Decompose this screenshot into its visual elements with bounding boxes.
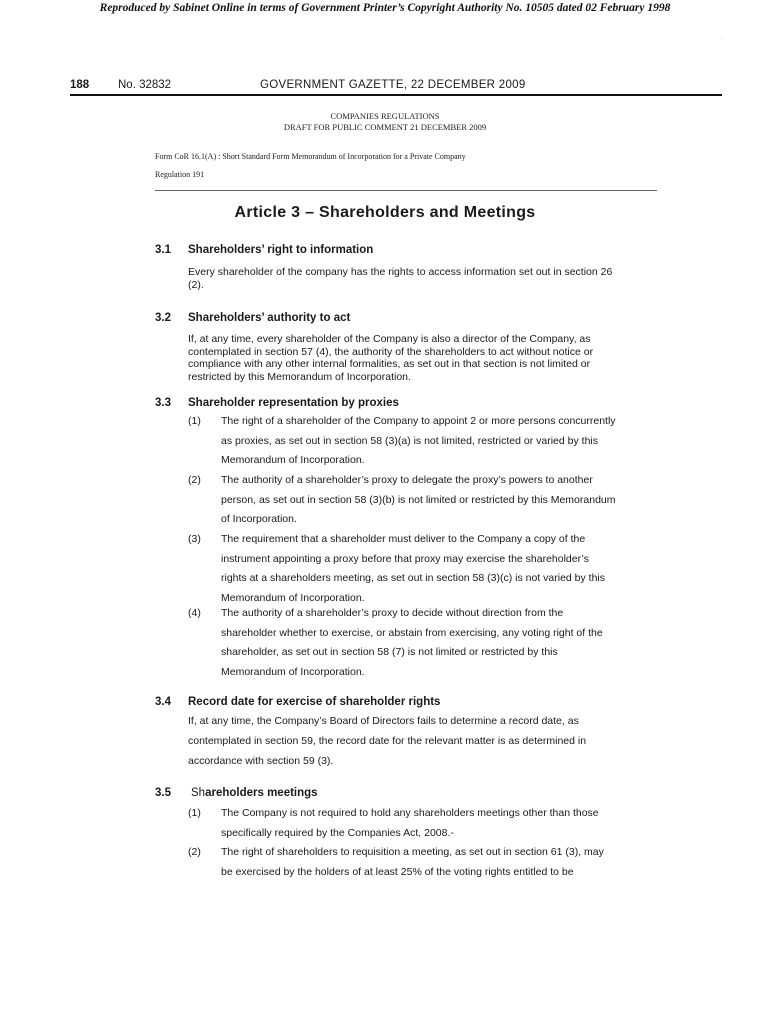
article-title: Article 3 – Shareholders and Meetings <box>234 204 536 221</box>
item-number: (4) <box>188 607 201 619</box>
item-text <box>221 471 659 530</box>
text-line: restricted by this Memorandum of Incorporation. <box>188 370 411 383</box>
item-number: (3) <box>188 533 201 545</box>
section-heading: Shareholders’ right to information <box>188 244 374 256</box>
item-text <box>221 412 659 471</box>
item-text <box>221 604 659 683</box>
section-heading: Shareholder representation by proxies <box>188 397 399 409</box>
text-line: The authority of a shareholder’s proxy to decide without direction from the <box>221 607 564 619</box>
text-line: The requirement that a shareholder must deliver to the Company a copy of the <box>221 533 586 545</box>
section-number: 3.3 <box>155 397 171 409</box>
text-line: The right of a shareholder of the Company to appoint 2 or more persons concurrently <box>221 415 616 427</box>
text-line: accordance with section 59 (3). <box>188 755 334 767</box>
text-line: contemplated in section 59, the record date for the relevant matter is as determined in <box>188 735 587 747</box>
text-line: specifically required by the Companies Act, 2008.- <box>221 826 454 839</box>
section-heading: Record date for exercise of shareholder rights <box>188 696 441 708</box>
text-line: If, at any time, the Company’s Board of Directors fails to determine a record date, as <box>188 715 579 727</box>
divider <box>155 190 657 191</box>
item-number: (2) <box>188 846 201 858</box>
item-number: (1) <box>188 807 201 819</box>
text-line: of Incorporation. <box>221 513 297 526</box>
form-reference: Form CoR 16.1(A) : Short Standard Form Memorandum of Incorporation for a Private Company <box>155 152 466 161</box>
text-line: If, at any time, every shareholder of the Company is also a director of the Company, as <box>188 333 591 345</box>
gazette-header <box>70 79 722 93</box>
text-line: The right of shareholders to requisition a meeting, as set out in section 61 (3), may <box>221 846 604 858</box>
text-line: Memorandum of Incorporation. <box>221 666 365 679</box>
item-text <box>221 804 659 843</box>
gazette-title: GOVERNMENT GAZETTE, 22 DECEMBER 2009 <box>260 79 526 91</box>
text-line: Memorandum of Incorporation. <box>221 592 365 605</box>
heading-rest: areholders meetings <box>205 787 318 799</box>
heading-prefix: Sh <box>191 787 206 799</box>
text-line: instrument appointing a proxy before that proxy may exercise the shareholder’s <box>221 552 589 565</box>
section-body <box>188 333 663 383</box>
item-text <box>221 530 659 609</box>
regulation-reference: Regulation 191 <box>155 170 205 179</box>
item-number: (2) <box>188 474 201 486</box>
section-heading: Shareholders’ authority to act <box>188 312 351 324</box>
text-line: (2). <box>188 278 204 291</box>
text-line: contemplated in section 57 (4), the authority of the shareholders to act without notice or <box>188 345 594 358</box>
text-line: Every shareholder of the company has the rights to access information set out in section 26 <box>188 266 613 278</box>
text-line: Memorandum of Incorporation. <box>221 454 365 467</box>
text-line: shareholder whether to exercise, or abstain from exercising, any voting right of the <box>221 626 603 639</box>
text-line: The Company is not required to hold any shareholders meetings other than those <box>221 807 599 819</box>
section-number: 3.1 <box>155 244 171 256</box>
regulations-subtitle: DRAFT FOR PUBLIC COMMENT 21 DECEMBER 2009 <box>283 122 487 132</box>
section-number: 3.5 <box>155 787 171 799</box>
text-line: shareholder, as set out in section 58 (7) is not limited or restricted by this <box>221 646 558 659</box>
header-rule <box>70 94 722 96</box>
item-text <box>221 843 659 882</box>
section-body <box>188 266 663 291</box>
text-line: as proxies, as set out in section 58 (3)(a) is not limited, restricted or varied by this <box>221 434 598 447</box>
item-number: (1) <box>188 415 201 427</box>
reproduction-notice: Reproduced by Sabinet Online in terms of Government Printer’s Copyright Authority No. 10505 dated 02 February 1998 <box>99 2 671 14</box>
regulations-block <box>0 111 770 133</box>
text-line: The authority of a shareholder’s proxy to delegate the proxy’s powers to another <box>221 474 593 486</box>
page-number: 188 <box>70 79 90 91</box>
text-line: rights at a shareholders meeting, as set out in section 58 (3)(c) is not varied by this <box>221 572 606 585</box>
section-number: 3.4 <box>155 696 171 708</box>
text-line: compliance with any other internal formalities, as set out in that section is not limited or <box>188 358 591 370</box>
regulations-title: COMPANIES REGULATIONS <box>330 111 440 121</box>
section-heading <box>191 787 318 799</box>
section-body <box>188 711 658 771</box>
scan-speck: · <box>721 36 723 42</box>
issue-number: No. 32832 <box>118 79 172 91</box>
text-line: person, as set out in section 58 (3)(b) is not limited or restricted by this Memorandum <box>221 493 616 506</box>
text-line: be exercised by the holders of at least 25% of the voting rights entitled to be <box>221 865 574 878</box>
section-number: 3.2 <box>155 312 171 324</box>
